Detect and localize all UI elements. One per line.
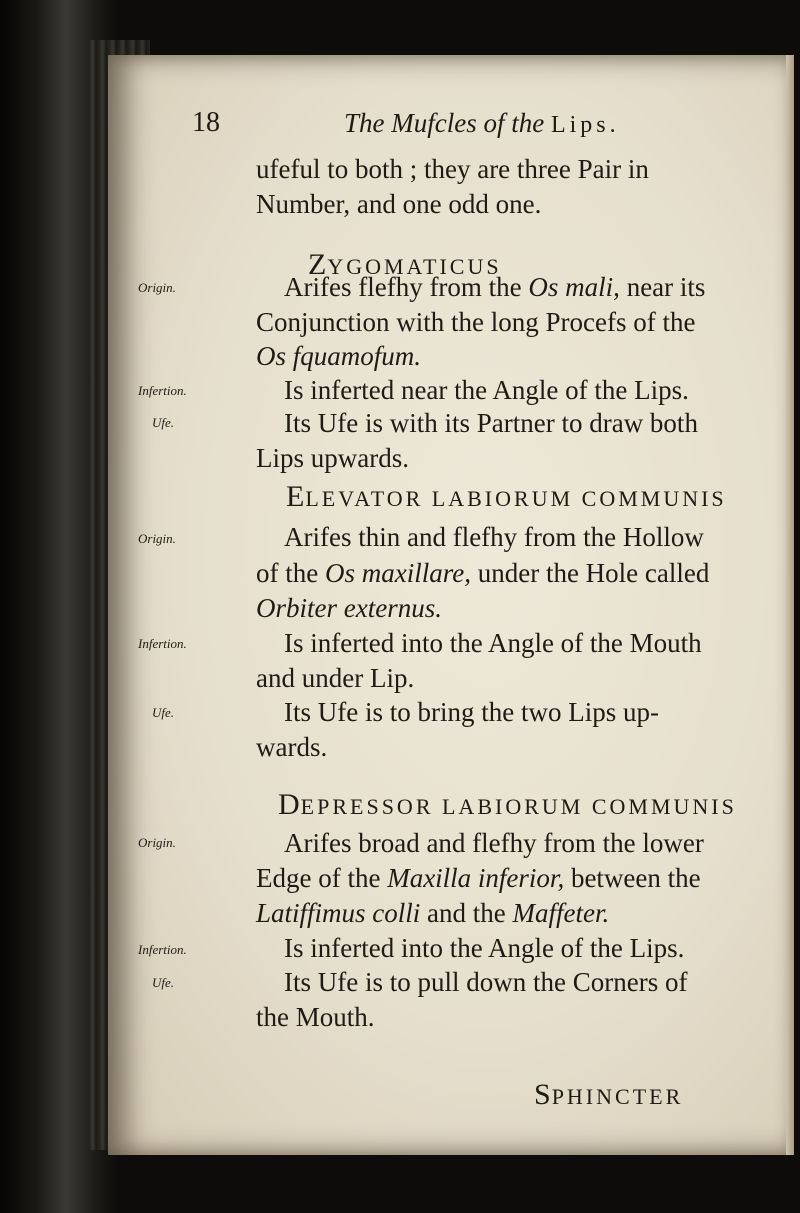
insertion-line-1: Is inferted into the Angle of the Lips. — [284, 933, 685, 963]
insertion-label: Infertion. — [138, 636, 187, 651]
use-line-2: Lips upwards. — [256, 443, 409, 473]
use-line-2: wards. — [256, 732, 328, 762]
use-line-1: Its Ufe is to pull down the Corners of — [284, 967, 688, 997]
origin-label: Origin. — [138, 531, 176, 546]
page-number: 18 — [192, 107, 220, 138]
use-line-1: Its Ufe is to bring the two Lips up- — [284, 697, 659, 727]
use-line-1: Its Ufe is with its Partner to draw both — [284, 408, 698, 438]
origin-line-2: of the Os maxillare, under the Hole called — [256, 558, 710, 588]
heading-elevator: ELEVATOR LABIORUM COMMUNIS — [286, 480, 727, 513]
heading-zygomaticus: ZYGOMATICUS — [308, 248, 502, 281]
origin-line-3: Orbiter externus. — [256, 593, 442, 623]
page-content — [108, 55, 794, 1155]
origin-label: Origin. — [138, 835, 176, 850]
insertion-line-1: Is inferted into the Angle of the Mouth — [284, 628, 702, 658]
origin-line-3: Os fquamofum. — [256, 341, 422, 371]
use-line-2: the Mouth. — [256, 1002, 375, 1032]
running-title — [344, 107, 620, 141]
catchword: SPHINCTER — [534, 1078, 684, 1111]
intro-line-2: Number, and one odd one. — [256, 189, 542, 219]
use-label: Ufe. — [152, 415, 175, 430]
origin-line-2: Conjunction with the long Procefs of the — [256, 307, 696, 337]
running-title-caps: Lips. — [550, 112, 620, 138]
use-label: Ufe. — [152, 705, 175, 720]
use-label: Ufe. — [152, 975, 175, 990]
insertion-label: Infertion. — [138, 942, 187, 957]
insertion-line-1: Is inferted near the Angle of the Lips. — [284, 375, 689, 405]
book-page — [108, 55, 794, 1155]
origin-line-3: Latiffimus colli and the Maffeter. — [256, 898, 610, 928]
origin-line-1: Arifes broad and flefhy from the lower — [284, 828, 704, 858]
origin-line-1: Arifes flefhy from the Os mali, near its — [284, 272, 706, 302]
heading-depressor: DEPRESSOR LABIORUM COMMUNIS — [278, 788, 737, 821]
insertion-label: Infertion. — [138, 383, 187, 398]
running-title-italic: The Mufcles of the — [344, 108, 545, 138]
origin-label: Origin. — [138, 280, 176, 295]
intro-line-1: ufeful to both ; they are three Pair in — [256, 154, 649, 184]
origin-line-1: Arifes thin and flefhy from the Hollow — [284, 522, 704, 552]
insertion-line-2: and under Lip. — [256, 663, 415, 693]
origin-line-2: Edge of the Maxilla inferior, between the — [256, 863, 701, 893]
